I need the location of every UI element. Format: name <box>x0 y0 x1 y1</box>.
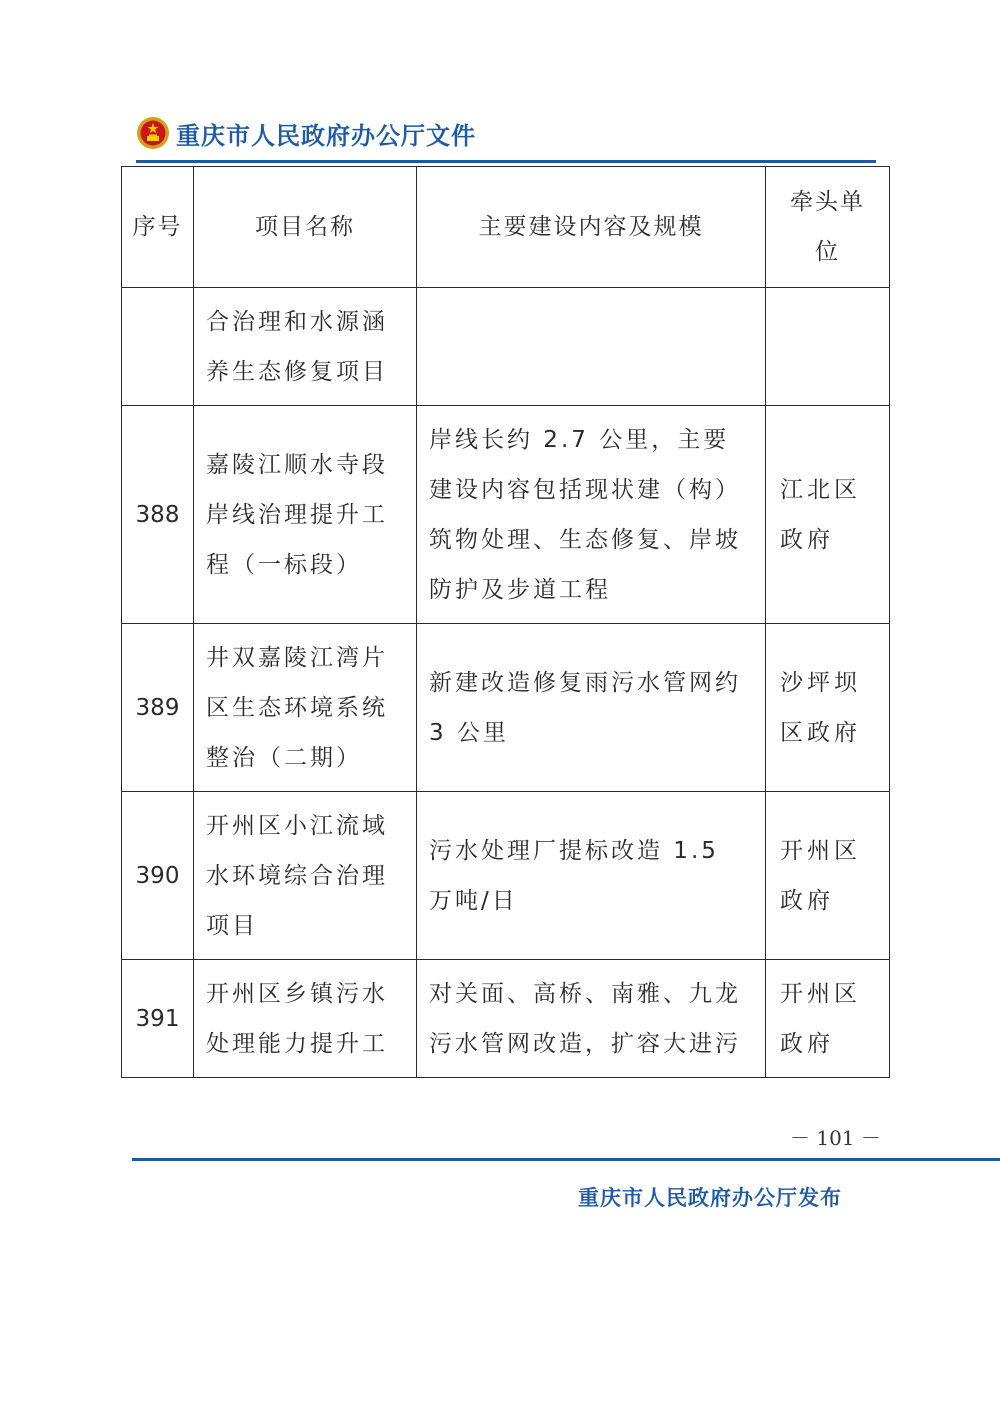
project-name: 开州区乡镇污水处理能力提升工 <box>194 960 417 1078</box>
project-name: 合治理和水源涵养生态修复项目 <box>194 288 417 406</box>
table-header-row <box>122 167 890 288</box>
row-number: 389 <box>122 624 194 792</box>
national-emblem-icon <box>136 116 170 150</box>
row-number: 388 <box>122 406 194 624</box>
project-table <box>121 166 890 1078</box>
table-row <box>122 406 890 624</box>
row-number <box>122 288 194 406</box>
project-content: 岸线长约 2.7 公里，主要建设内容包括现状建（构）筑物处理、生态修复、岸坡防护及步道工程 <box>417 406 766 624</box>
lead-unit: 沙坪坝区政府 <box>766 624 890 792</box>
project-name: 嘉陵江顺水寺段岸线治理提升工程（一标段） <box>194 406 417 624</box>
table-row <box>122 288 890 406</box>
lead-unit <box>766 288 890 406</box>
footer-divider <box>132 1158 1000 1161</box>
lead-unit: 开州区政府 <box>766 960 890 1078</box>
project-content: 新建改造修复雨污水管网约 3 公里 <box>417 624 766 792</box>
project-content <box>417 288 766 406</box>
project-name: 开州区小江流域水环境综合治理项目 <box>194 792 417 960</box>
lead-unit: 开州区政府 <box>766 792 890 960</box>
table-row <box>122 792 890 960</box>
row-number: 391 <box>122 960 194 1078</box>
column-header-name: 项目名称 <box>194 167 417 288</box>
page-number: － 101 － <box>790 1126 881 1150</box>
header-divider <box>136 160 876 163</box>
column-header-no: 序号 <box>122 167 194 288</box>
document-title: 重庆市人民政府办公厅文件 <box>176 121 476 150</box>
column-header-content: 主要建设内容及规模 <box>417 167 766 288</box>
publisher-line: 重庆市人民政府办公厅发布 <box>578 1186 842 1210</box>
table-row <box>122 624 890 792</box>
project-content: 对关面、高桥、南雅、九龙污水管网改造，扩容大进污 <box>417 960 766 1078</box>
document-header <box>136 112 476 154</box>
lead-unit: 江北区政府 <box>766 406 890 624</box>
row-number: 390 <box>122 792 194 960</box>
project-content: 污水处理厂提标改造 1.5 万吨/日 <box>417 792 766 960</box>
project-name: 井双嘉陵江湾片区生态环境系统整治（二期） <box>194 624 417 792</box>
table-row <box>122 960 890 1078</box>
column-header-unit: 牵头单位 <box>766 167 890 288</box>
